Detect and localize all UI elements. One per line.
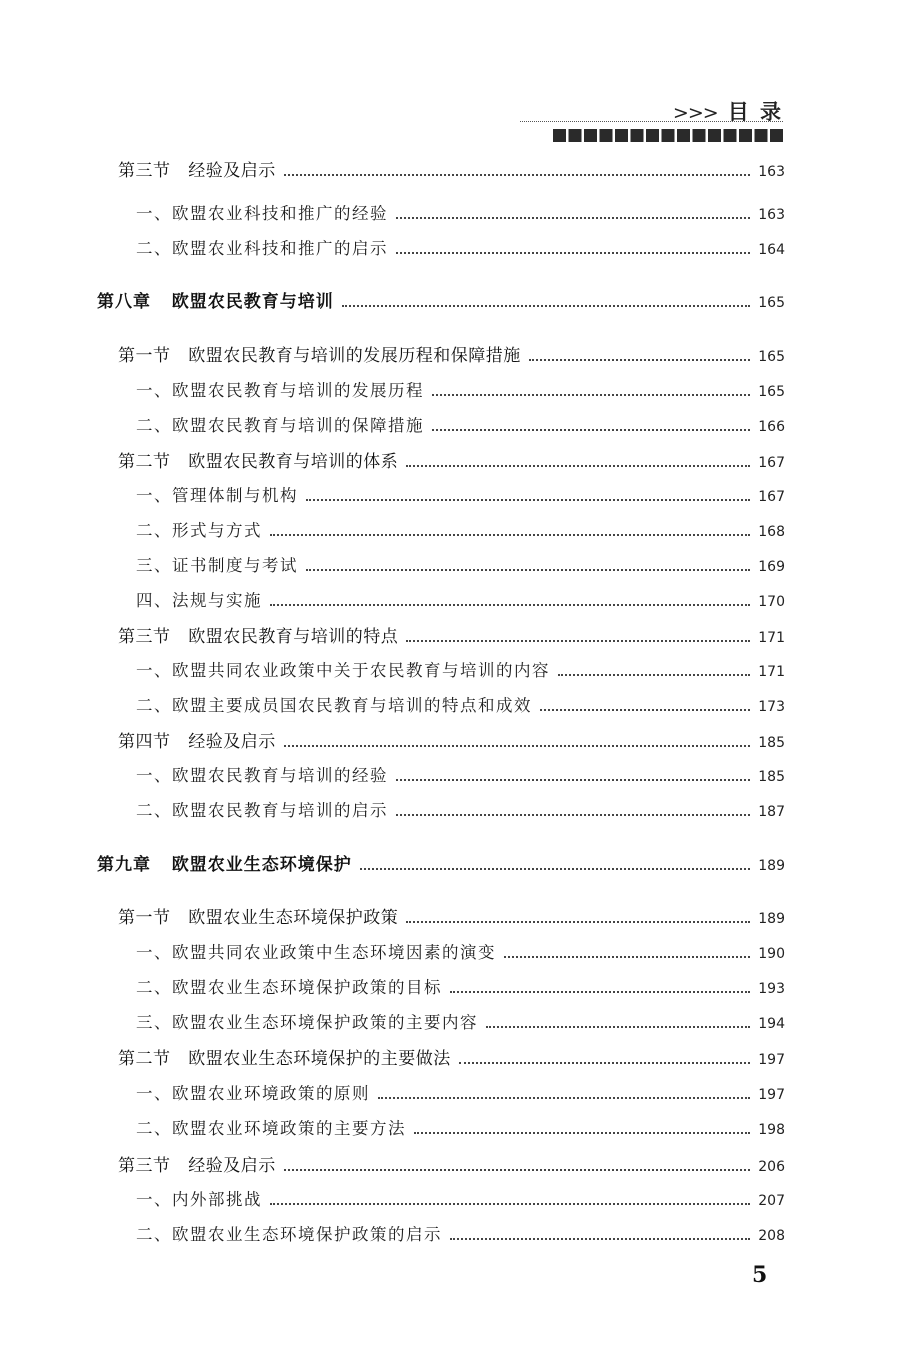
toc-entry-page: 193 — [758, 981, 785, 997]
leader-dots — [270, 533, 750, 536]
leader-dots — [360, 867, 751, 870]
toc-entry-item[interactable] — [0, 1080, 785, 1104]
toc-entry-item[interactable] — [0, 657, 785, 681]
toc-entry-title: 一、欧盟农民教育与培训的发展历程 — [136, 381, 424, 400]
toc-entry-page: 173 — [758, 699, 785, 715]
toc-entry-page: 185 — [758, 769, 785, 785]
toc-entry-page: 187 — [758, 804, 785, 820]
toc-entry-section[interactable] — [0, 1151, 785, 1176]
toc-entry-item[interactable] — [0, 552, 785, 576]
leader-dots — [284, 173, 751, 176]
leader-dots — [504, 955, 750, 958]
toc-entry-title: 二、欧盟农业科技和推广的启示 — [136, 239, 388, 258]
toc-entry-item[interactable] — [0, 1009, 785, 1033]
leader-dots — [306, 568, 750, 571]
toc-entry-page: 189 — [758, 911, 785, 927]
leader-dots — [378, 1096, 750, 1099]
toc-entry-section[interactable] — [0, 1044, 785, 1069]
toc-entry-page: 198 — [758, 1122, 785, 1138]
toc-entry-title: 第三节 经验及启示 — [118, 1156, 276, 1176]
toc-entry-title: 三、欧盟农业生态环境保护政策的主要内容 — [136, 1013, 478, 1032]
leader-dots — [450, 990, 750, 993]
leader-dots — [406, 464, 750, 467]
toc-entry-item[interactable] — [0, 412, 785, 436]
header-arrows: >>> — [672, 102, 718, 124]
toc-entry-page: 167 — [758, 489, 785, 505]
page-number: 5 — [752, 1262, 768, 1288]
toc-entry-section[interactable] — [0, 727, 785, 752]
toc-entry-item[interactable] — [0, 1115, 785, 1139]
leader-dots — [529, 358, 751, 361]
toc-entry-title: 四、法规与实施 — [136, 591, 262, 610]
leader-dots — [396, 813, 750, 816]
leader-dots — [406, 639, 750, 642]
toc-entry-page: 166 — [758, 419, 785, 435]
toc-entry-title: 一、内外部挑战 — [136, 1190, 262, 1209]
toc-entry-page: 168 — [758, 524, 785, 540]
toc-entry-title: 第四节 经验及启示 — [118, 732, 276, 752]
toc-entry-item[interactable] — [0, 235, 785, 259]
toc-entry-title: 第八章 欧盟农民教育与培训 — [97, 292, 334, 312]
toc-entry-item[interactable] — [0, 692, 785, 716]
toc-entry-item[interactable] — [0, 939, 785, 963]
toc-entry-page: 189 — [758, 858, 785, 874]
toc-entry-title: 第一节 欧盟农民教育与培训的发展历程和保障措施 — [118, 346, 521, 366]
toc-entry-page: 185 — [758, 735, 785, 751]
toc-entry-title: 第一节 欧盟农业生态环境保护政策 — [118, 908, 399, 928]
toc-entry-title: 一、欧盟共同农业政策中关于农民教育与培训的内容 — [136, 661, 550, 680]
leader-dots — [406, 920, 750, 923]
toc-entry-title: 二、形式与方式 — [136, 521, 262, 540]
toc-entry-title: 二、欧盟农民教育与培训的保障措施 — [136, 416, 424, 435]
toc-entry-section[interactable] — [0, 341, 785, 366]
toc-entry-title: 二、欧盟主要成员国农民教育与培训的特点和成效 — [136, 696, 532, 715]
leader-dots — [558, 673, 750, 676]
toc-entry-title: 一、欧盟农业科技和推广的经验 — [136, 204, 388, 223]
toc-entry-title: 第三节 经验及启示 — [118, 161, 276, 181]
toc-entry-page: 167 — [758, 455, 785, 471]
toc-entry-item[interactable] — [0, 797, 785, 821]
toc-entry-title: 第九章 欧盟农业生态环境保护 — [97, 855, 352, 875]
toc-entry-page: 206 — [758, 1159, 785, 1175]
toc-entry-title: 第二节 欧盟农业生态环境保护的主要做法 — [118, 1049, 451, 1069]
toc-entry-page: 169 — [758, 559, 785, 575]
leader-dots — [284, 1168, 751, 1171]
leader-dots — [396, 778, 750, 781]
toc-entry-section[interactable] — [0, 903, 785, 928]
toc-entry-item[interactable] — [0, 587, 785, 611]
toc-entry-item[interactable] — [0, 762, 785, 786]
toc-entry-item[interactable] — [0, 200, 785, 224]
leader-dots — [284, 744, 751, 747]
toc-entry-page: 190 — [758, 946, 785, 962]
toc-entry-title: 一、管理体制与机构 — [136, 486, 298, 505]
toc-entry-chapter[interactable] — [0, 287, 785, 312]
toc-entry-page: 197 — [758, 1052, 785, 1068]
leader-dots — [342, 304, 751, 307]
toc-entry-title: 二、欧盟农业生态环境保护政策的目标 — [136, 978, 442, 997]
leader-dots — [432, 428, 750, 431]
toc-entry-item[interactable] — [0, 517, 785, 541]
toc-entry-title: 二、欧盟农业环境政策的主要方法 — [136, 1119, 406, 1138]
toc-entry-title: 一、欧盟农民教育与培训的经验 — [136, 766, 388, 785]
leader-dots — [450, 1237, 750, 1240]
toc-entry-section[interactable] — [0, 622, 785, 647]
leader-dots — [396, 216, 750, 219]
toc-entry-item[interactable] — [0, 1221, 785, 1245]
toc-entry-title: 三、证书制度与考试 — [136, 556, 298, 575]
leader-dots — [270, 1202, 750, 1205]
toc-entry-section[interactable] — [0, 156, 785, 181]
toc-entry-page: 171 — [758, 630, 785, 646]
toc-entry-page: 197 — [758, 1087, 785, 1103]
leader-dots — [270, 603, 750, 606]
toc-entry-section[interactable] — [0, 447, 785, 472]
toc-entry-title: 第二节 欧盟农民教育与培训的体系 — [118, 452, 399, 472]
toc-entry-chapter[interactable] — [0, 850, 785, 875]
toc-entry-page: 165 — [758, 349, 785, 365]
leader-dots — [414, 1131, 750, 1134]
toc-entry-page: 164 — [758, 242, 785, 258]
header-dotted-rule — [520, 121, 783, 122]
header-title: 目 录 — [727, 100, 783, 124]
toc-entry-page: 163 — [758, 207, 785, 223]
leader-dots — [486, 1025, 750, 1028]
leader-dots — [306, 498, 750, 501]
toc-entry-page: 194 — [758, 1016, 785, 1032]
toc-entry-page: 208 — [758, 1228, 785, 1244]
toc-entry-page: 207 — [758, 1193, 785, 1209]
toc-entry-page: 171 — [758, 664, 785, 680]
leader-dots — [459, 1061, 751, 1064]
toc-entry-title: 二、欧盟农业生态环境保护政策的启示 — [136, 1225, 442, 1244]
leader-dots — [432, 393, 750, 396]
toc-entry-page: 165 — [758, 384, 785, 400]
toc-entry-item[interactable] — [0, 482, 785, 506]
toc-entry-title: 一、欧盟农业环境政策的原则 — [136, 1084, 370, 1103]
leader-dots — [540, 708, 750, 711]
toc-entry-item[interactable] — [0, 974, 785, 998]
toc-entry-item[interactable] — [0, 377, 785, 401]
toc-entry-item[interactable] — [0, 1186, 785, 1210]
leader-dots — [396, 251, 750, 254]
toc-entry-title: 二、欧盟农民教育与培训的启示 — [136, 801, 388, 820]
toc-entry-title: 一、欧盟共同农业政策中生态环境因素的演变 — [136, 943, 496, 962]
toc-entry-page: 163 — [758, 164, 785, 180]
toc-entry-page: 170 — [758, 594, 785, 610]
toc-entry-page: 165 — [758, 295, 785, 311]
header-block-bar — [553, 129, 783, 142]
toc-entry-title: 第三节 欧盟农民教育与培训的特点 — [118, 627, 399, 647]
